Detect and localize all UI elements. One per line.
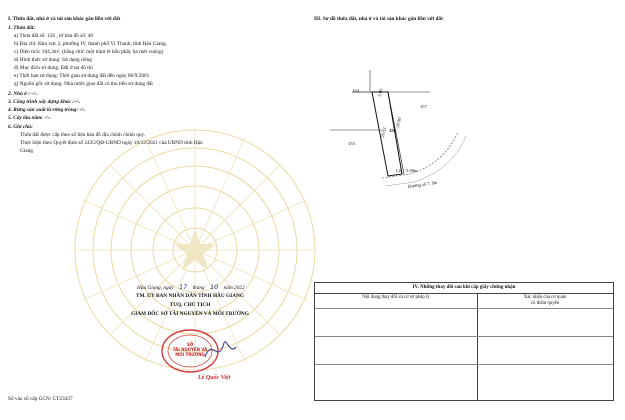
column-header-changes: Nội dung thay đổi và cơ sở pháp lý xyxy=(362,295,430,300)
edge-top-length: 5.00 xyxy=(377,88,384,98)
parcel-156-outline xyxy=(372,92,402,176)
edge-left-length: 20.93 xyxy=(380,126,388,139)
house-item: 2. Nhà ở : -/-. xyxy=(8,91,38,97)
notes-heading: 6. Ghi chú: xyxy=(8,124,33,130)
seal-text-1: SỞ xyxy=(186,342,194,347)
signer-name: Lê Quốc Việt xyxy=(198,375,231,381)
land-parcel-heading: 1. Thửa đất: xyxy=(8,25,36,31)
authority-line-2: TUQ. CHỦ TỊCH xyxy=(169,302,211,308)
parcel-label-156: 156 xyxy=(389,128,396,133)
parcel-number-line: a) Thửa đất số: 156 , tờ bản đồ số: 40 xyxy=(14,33,93,39)
lot-label: Lộ xyxy=(396,168,402,173)
seal-text-3: MÔI TRƯỜNG xyxy=(175,352,205,357)
usage-purpose-line: đ) Mục đích sử dụng: Đất ở tại đô thị xyxy=(14,65,93,71)
certificate-number: Số vào sổ cấp GCN: CT23437 xyxy=(8,396,73,402)
edge-bottom-length: 5.00m xyxy=(406,168,418,173)
seal-text-2: TÀI NGUYÊN VÀ xyxy=(172,347,208,352)
issue-date xyxy=(137,284,245,292)
parcel-label-124: 124 xyxy=(352,88,359,93)
authority-line-3: GIÁM ĐỐC SỞ TÀI NGUYÊN VÀ MÔI TRƯỜNG xyxy=(131,311,249,317)
edge-right-length: 20.90 xyxy=(395,116,403,129)
note-line-1: Thửa đất được cấp theo số liệu bản đồ địa chính chính quy. xyxy=(20,132,146,138)
section4-title: IV. Những thay đổi sau khi cấp giấy chứng nhận xyxy=(315,283,613,294)
table-row-line xyxy=(315,308,613,309)
note-line-2: Thực hiện theo Quyết định số 2435/QĐ-UBND ngày 10/12/2021 của UBND tỉnh Hậu xyxy=(20,140,203,146)
parcel-boundary-neighbor xyxy=(352,92,404,174)
changes-table xyxy=(314,282,614,401)
forest-item: 4. Rừng sản xuất là rừng trồng: -/-. xyxy=(8,107,86,113)
date-month-label: tháng xyxy=(192,285,205,291)
road-name: Đường số 7, 9m xyxy=(407,179,438,190)
address-line: b) Địa chỉ: Khu vực 2, phường IV, thành phố Vị Thanh, tỉnh Hậu Giang. xyxy=(14,41,168,47)
table-row-line xyxy=(315,364,613,365)
usage-form-line: d) Hình thức sử dụng: Sử dụng riêng xyxy=(14,57,92,63)
section1-title: I. Thửa đất, nhà ở và tài sản khác gắn liền với đất xyxy=(8,16,121,22)
perennial-tree-item: 5. Cây lâu năm: -/-. xyxy=(8,115,51,121)
table-divider xyxy=(477,293,478,400)
date-day: 17 xyxy=(178,283,188,291)
date-year: năm 2022 xyxy=(223,285,245,291)
usage-origin-line: g) Nguồn gốc sử dụng: Nhà nước giao đất có thu tiền sử dụng đất xyxy=(14,81,153,87)
date-month: 10 xyxy=(209,283,219,291)
note-line-3: Giang. xyxy=(20,148,35,154)
parcel-label-155: 155 xyxy=(348,141,355,146)
seal-text xyxy=(168,342,212,357)
other-construction-item: 3. Công trình xây dựng khác :-/-. xyxy=(8,99,81,105)
usage-term-line: e) Thời hạn sử dụng: Thời gian sử dụng đất đến ngày 06/9/2061 xyxy=(14,73,150,79)
date-prefix: Hậu Giang, ngày xyxy=(137,285,174,291)
road-edge xyxy=(382,132,458,178)
section3-title: III. Sơ đồ thửa đất, nhà ở và tài sản khác gắn liền với đất xyxy=(314,16,443,22)
area-line: c) Diện tích: 104,3m², (bằng chữ: một trăm lẻ bốn phẩy ba mét vuông) xyxy=(14,49,164,55)
table-row-line xyxy=(315,336,613,337)
column-header-confirmation-2: có thẩm quyền xyxy=(530,301,560,306)
parcel-label-157: 157 xyxy=(420,104,427,109)
column-header-confirmation xyxy=(477,295,613,307)
column-header-confirmation-1: Xác nhận của cơ quan xyxy=(523,295,567,300)
authority-line-1: TM. ỦY BAN NHÂN DÂN TỈNH HẬU GIANG xyxy=(135,293,244,299)
